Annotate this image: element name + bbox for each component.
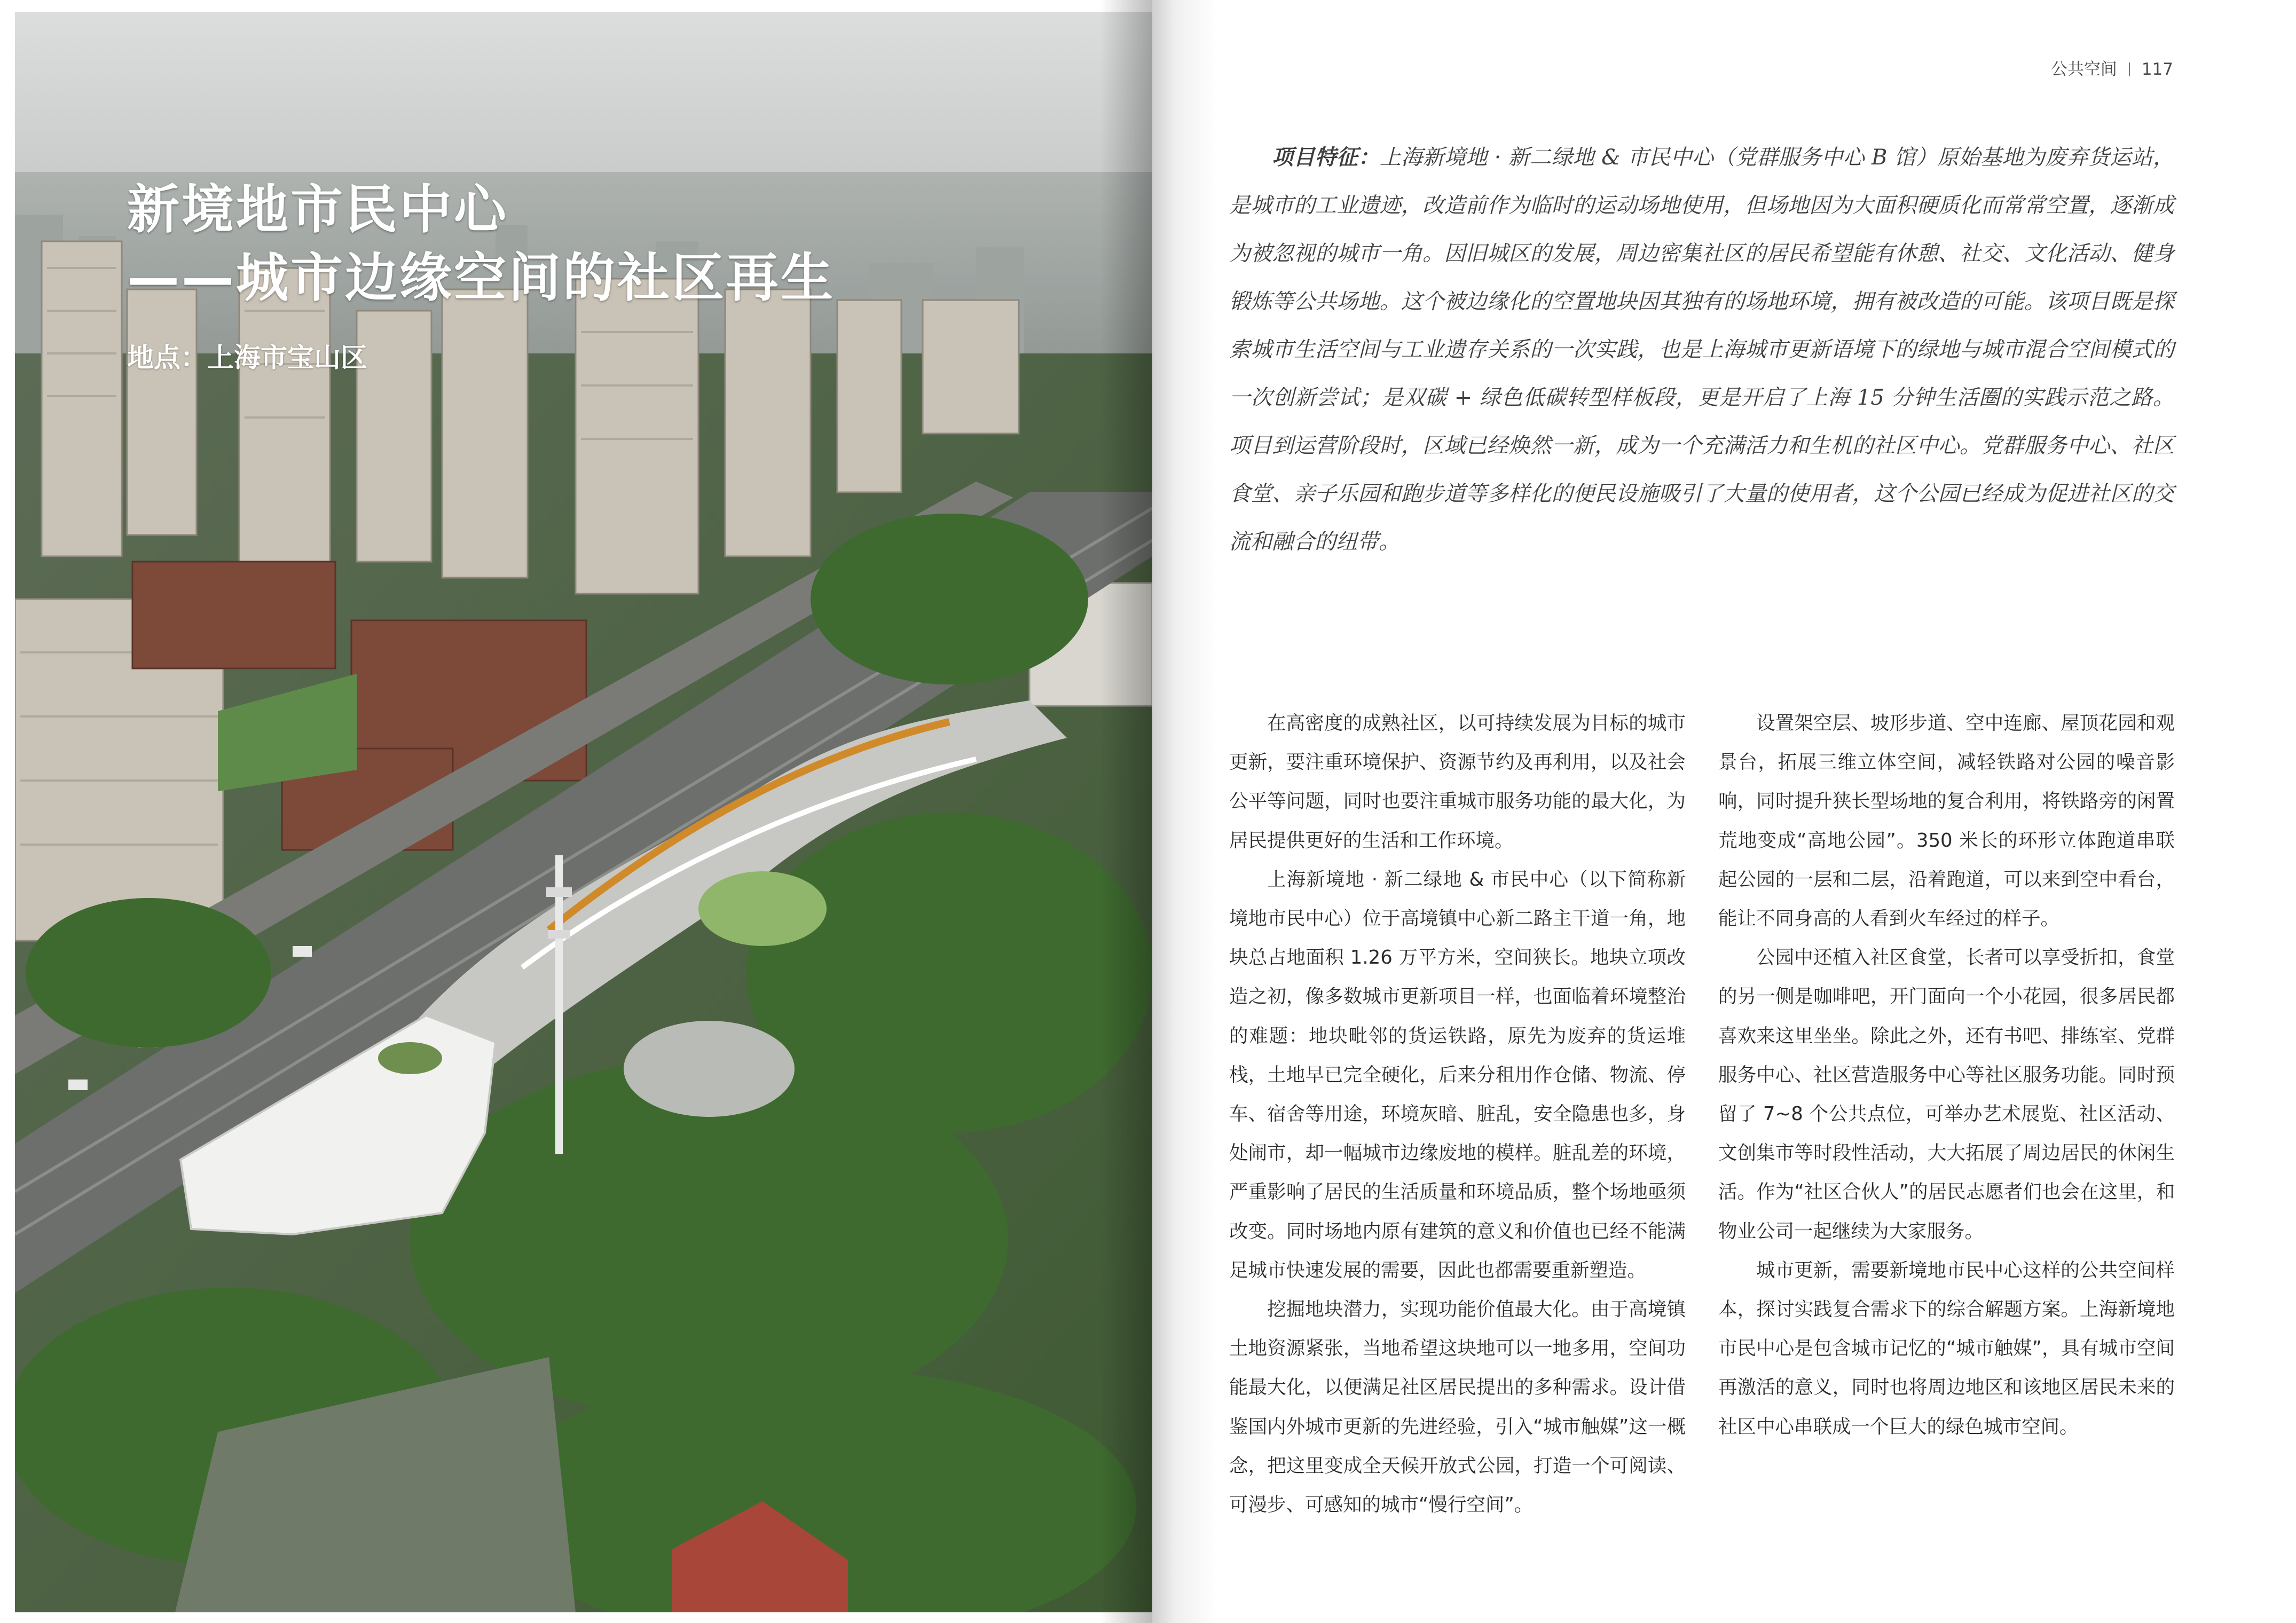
body-paragraph: 城市更新，需要新境地市民中心这样的公共空间样本，探讨实践复合需求下的综合解题方案。上海新境地市民中心是包含城市记忆的“城市触媒”，具有城市空间再激活的意义，同时也将周边地区和该地区居民未来的社区中心串联成一个巨大的绿色城市空间。 (1718, 1259, 2175, 1438)
body-paragraph: 设置架空层、坡形步道、空中连廊、屋顶花园和观景台，拓展三维立体空间，减轻铁路对公园的噪音影响，同时提升狭长型场地的复合利用，将铁路旁的闲置荒地变成“高地公园”。350 米长的环形立体跑道串联起公园的一层和二层，沿着跑道，可以来到空中看台，能让不同身高的人看到火车经过的样子。 (1718, 712, 2175, 930)
body-paragraph: 公园中还植入社区食堂，长者可以享受折扣，食堂的另一侧是咖啡吧，开门面向一个小花园，很多居民都喜欢来这里坐坐。除此之外，还有书吧、排练室、党群服务中心、社区营造服务中心等社区服务功能。同时预留了 7~8 个公共点位，可举办艺术展览、社区活动、文创集市等时段性活动，大大拓展了周边居民的休闲生活。作为“社区合伙人”的居民志愿者们也会在这里，和物业公司一起继续为大家服务。 (1718, 947, 2175, 1242)
feature-text: 上海新境地 · 新二绿地 & 市民中心（党群服务中心 B 馆）原始基地为废弃货运站，是城市的工业遗迹，改造前作为临时的运动场地使用，但场地因为大面积硬质化而常常空置，逐渐成为被忽视的城市一角。因旧城区的发展，周边密集社区的居民希望能有休憩、社交、文化活动、健身锻炼等公共场地。这个被边缘化的空置地块因其独有的场地环境，拥有被改造的可能。该项目既是探索城市生活空间与工业遗存关系的一次实践，也是上海城市更新语境下的绿地与城市混合空间模式的一次创新尝试；是双碳 + 绿色低碳转型样板段，更是开启了上海 15 分钟生活圈的实践示范之路。项目到运营阶段时，区域已经焕然一新，成为一个充满活力和生机的社区中心。党群服务中心、社区食堂、亲子乐园和跑步道等多样化的便民设施吸引了大量的使用者，这个公园已经成为促进社区的交流和融合的纽带。 (1229, 145, 2174, 554)
project-feature-paragraph (1229, 133, 2174, 566)
location-label: 地点：上海市宝山区 (127, 342, 367, 373)
feature-label: 项目特征： (1272, 145, 1380, 170)
page-number: 117 (2141, 60, 2173, 79)
body-paragraph: 挖掘地块潜力，实现功能价值最大化。由于高境镇土地资源紧张，当地希望这块地可以一地多用，空间功能最大化，以便满足社区居民提出的多种需求。设计借鉴国内外城市更新的先进经验，引入“城市触媒”这一概念，把这里变成全天候开放式公园，打造一个可阅读、可漫步、可感知的城市“慢行空间”。 (1229, 1298, 1686, 1516)
running-header (2051, 56, 2173, 80)
body-paragraph: 上海新境地 · 新二绿地 & 市民中心（以下简称新境地市民中心）位于高境镇中心新二路主干道一角，地块总占地面积 1.26 万平方米，空间狭长。地块立项改造之初，像多数城市更新项目一样，也面临着环境整治的难题：地块毗邻的货运铁路，原先为废弃的货运堆栈，土地早已完全硬化，后来分租用作仓储、物流、停车、宿舍等用途，环境灰暗、脏乱，安全隐患也多，身处闹市，却一幅城市边缘废地的模样。脏乱差的环境，严重影响了居民的生活质量和环境品质，整个场地亟须改变。同时场地内原有建筑的意义和价值也已经不能满足城市快速发展的需要，因此也都需要重新塑造。 (1229, 868, 1686, 1281)
aerial-photo-page (15, 12, 1152, 1612)
section-name: 公共空间 (2050, 60, 2117, 79)
article-title: 新境地市民中心 (127, 179, 509, 240)
page-gutter (1152, 0, 1216, 1623)
body-column-left (1229, 704, 1686, 1524)
body-column-right (1718, 704, 2175, 1446)
body-paragraph: 在高密度的成熟社区，以可持续发展为目标的城市更新，要注重环境保护、资源节约及再利用，以及社会公平等问题，同时也要注重城市服务功能的最大化，为居民提供更好的生活和工作环境。 (1229, 712, 1686, 852)
article-subtitle: ——城市边缘空间的社区再生 (127, 248, 836, 309)
header-separator (2129, 62, 2130, 76)
